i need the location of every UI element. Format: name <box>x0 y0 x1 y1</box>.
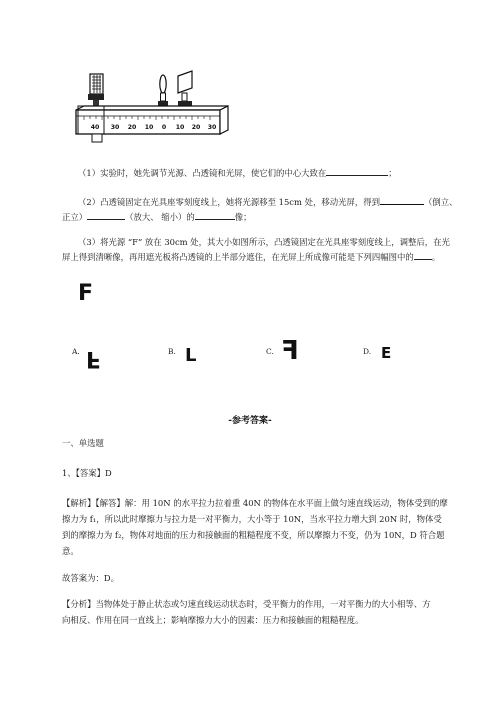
question-2-text-d: （放大、 缩小）的 <box>125 212 195 222</box>
ruler-label: 10 <box>144 124 154 131</box>
answer-blank[interactable] <box>326 166 388 176</box>
ruler-label: 10 <box>175 124 185 131</box>
option-d-glyph: E <box>381 344 392 362</box>
light-source <box>88 74 104 108</box>
question-1 <box>78 166 397 180</box>
option-c-glyph: F <box>281 336 299 366</box>
option-b-label[interactable]: B. <box>168 347 176 356</box>
optical-bench-figure <box>70 66 232 148</box>
answer-blank[interactable] <box>380 195 424 205</box>
question-3-text-a: （3）将光源 “F” 放在 30cm 处，其大小如图所示，凸透镜固定在光具座零刻度线上，调整后，在光 <box>78 237 450 247</box>
option-a-image <box>86 346 104 371</box>
answer-blank[interactable] <box>87 210 125 220</box>
question-2-line-1 <box>78 195 457 209</box>
analysis-line-1: 【解析】【解答】解：用 10N 的水平拉力拉着重 40N 的物体在水平面上做匀速直线运动，物体受到的摩 <box>62 498 448 508</box>
ruler-label: 30 <box>110 124 120 131</box>
convex-lens <box>158 75 168 108</box>
answer-blank[interactable] <box>414 250 432 260</box>
analysis2-line-1: 【分析】当物体处于静止状态或匀速直线运动状态时，受平衡力的作用，一对平衡力的大小相等、方 <box>62 599 431 609</box>
section-heading: 一、单选题 <box>62 438 104 448</box>
option-a-label[interactable]: A. <box>72 347 80 356</box>
conclusion: 故答案为：D。 <box>62 573 119 583</box>
analysis-line-3: 到的摩擦力为 f₂，物体对地面的压力和接触面的粗糙程度不变，所以摩擦力不变，仍为 10N，D 符合题 <box>62 530 445 540</box>
source-letter-f: F <box>78 281 94 306</box>
question-3-line-2 <box>62 250 440 264</box>
question-2-text-c: 正立） <box>62 212 88 222</box>
analysis2-line-2: 向相反、作用在同一直线上；影响摩擦力大小的因素：压力和接触面的粗糙程度。 <box>62 615 364 625</box>
option-a-glyph: F <box>86 346 102 371</box>
ruler-label: 40 <box>90 124 100 131</box>
ruler-label: 20 <box>127 124 137 131</box>
analysis-line-2: 擦力为 f₁，所以此时摩擦力与拉力是一对平衡力，大小等于 10N，当水平拉力增大到 20N 时，物体受 <box>62 514 442 524</box>
option-c-label[interactable]: C. <box>266 347 274 356</box>
ruler-label: 30 <box>207 124 217 131</box>
option-b-image <box>185 345 199 366</box>
question-3-text-b: 屏上得到清晰像，再用遮光板将凸透镜的上半部分遮住，在光屏上所成像可能是下列四幅图中的 <box>62 252 414 262</box>
question-2-text-e: 像； <box>234 212 252 222</box>
question-3-line-1 <box>78 236 450 249</box>
option-b-glyph: L <box>185 345 197 366</box>
question-1-text: （1）实验时，她先调节光源、凸透镜和光屏，使它们的中心大致在 <box>78 168 327 178</box>
question-2-line-2 <box>62 210 252 224</box>
question-2-text-a: （2）凸透镜固定在光具座零刻度线上，她将光源移至 15cm 处，移动光屏，得到 <box>78 197 380 207</box>
answer-blank[interactable] <box>195 210 235 220</box>
question-1-end: ； <box>388 168 397 178</box>
answer-title: -参考答案- <box>228 416 272 426</box>
light-screen <box>178 71 192 108</box>
question-3-text-c: 。 <box>431 252 441 262</box>
ruler-label: 0 <box>161 124 167 131</box>
analysis-line-4: 意。 <box>62 546 79 556</box>
ruler-label: 20 <box>191 124 201 131</box>
question-2-text-b: （倒立、 <box>423 197 458 207</box>
option-d-label[interactable]: D. <box>363 347 372 356</box>
answer-item: 1、【答案】D <box>62 468 112 478</box>
